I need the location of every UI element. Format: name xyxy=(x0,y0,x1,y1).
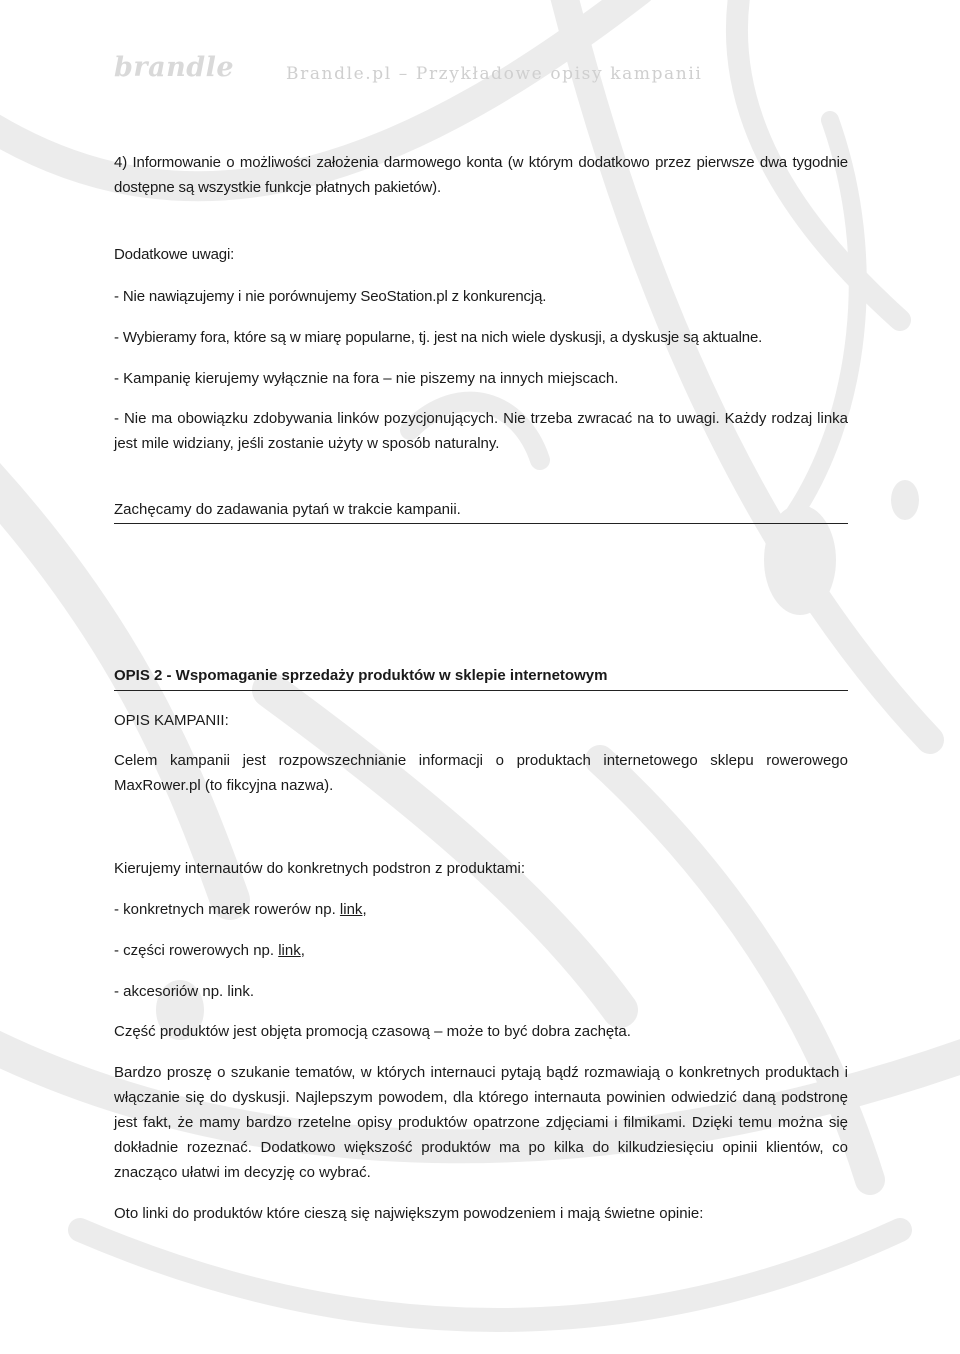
list-item-suffix: , xyxy=(362,901,367,918)
list-item-text: - akcesoriów np. link. xyxy=(114,983,255,1000)
notes-heading: Dodatkowe uwagi: xyxy=(114,246,235,263)
links-intro: Oto linki do produktów które cieszą się największym powodzeniem i mają świetne opinie: xyxy=(114,1205,704,1222)
list-item-text: - konkretnych marek rowerów np. xyxy=(114,901,340,918)
note-item: - Kampanię kierujemy wyłącznie na fora – nie piszemy na innych miejscach. xyxy=(114,370,619,387)
note-item: - Wybieramy fora, które są w miarę popularne, tj. jest na nich wiele dyskusji, a dyskusje są aktualne. xyxy=(114,329,763,346)
list-item xyxy=(114,897,848,922)
list-item-suffix: , xyxy=(300,942,305,959)
note-item: - Nie ma obowiązku zdobywania linków pozycjonujących. Nie trzeba zwracać na to uwagi. Każdy rodzaj linka jest mile widziany, jeśli zostanie użyty w sposób naturalny. xyxy=(114,410,848,452)
closing-line: Zachęcamy do zadawania pytań w trakcie kampanii. xyxy=(114,501,461,518)
campaign-intro: Celem kampanii jest rozpowszechnianie informacji o produktach internetowego sklepu rowerowego MaxRower.pl (to fikcyjna nazwa). xyxy=(114,752,848,794)
promo-line: Część produktów jest objęta promocją czasową – może to być dobra zachęta. xyxy=(114,1023,631,1040)
campaign-description-label: OPIS KAMPANII: xyxy=(114,712,229,729)
heading-underline xyxy=(114,690,848,691)
brandle-logo: brandle xyxy=(114,52,235,83)
list-item xyxy=(114,938,848,963)
section-divider xyxy=(114,523,848,524)
bike-parts-link[interactable]: link xyxy=(278,942,301,959)
section-2-heading: OPIS 2 - Wspomaganie sprzedaży produktów w sklepie internetowym xyxy=(114,667,608,684)
bike-brands-link[interactable]: link xyxy=(339,901,363,918)
request-paragraph: Bardzo proszę o szukanie tematów, w których internauci pytają bądź rozmawiają o konkretnych produktach i włączanie się do dyskusji. Najlepszym powodem, dla którego internauta powinien odwiedzić daną podstronę jest fakt, że mamy bardzo rzetelne opisy produktów opatrzone zdjęciami i filmikami. Dzięki temu można się dokładnie rozeznać. Dodatkowo większość produktów ma po kilka do kilkudziesięciu opinii klientów, co znacząco ułatwi im decyzję co wybrać. xyxy=(114,1064,848,1181)
page-header-title: Brandle.pl – Przykładowe opisy kampanii xyxy=(286,64,703,84)
list-item-text: - części rowerowych np. xyxy=(114,942,279,959)
list-item xyxy=(114,979,848,1004)
note-item: - Nie nawiązujemy i nie porównujemy SeoStation.pl z konkurencją. xyxy=(114,288,547,305)
directing-line: Kierujemy internautów do konkretnych podstron z produktami: xyxy=(114,860,526,877)
paragraph-item-4: 4) Informowanie o możliwości założenia darmowego konta (w którym dodatkowo przez pierwsze dwa tygodnie dostępne są wszystkie funkcje płatnych pakietów). xyxy=(114,154,848,196)
